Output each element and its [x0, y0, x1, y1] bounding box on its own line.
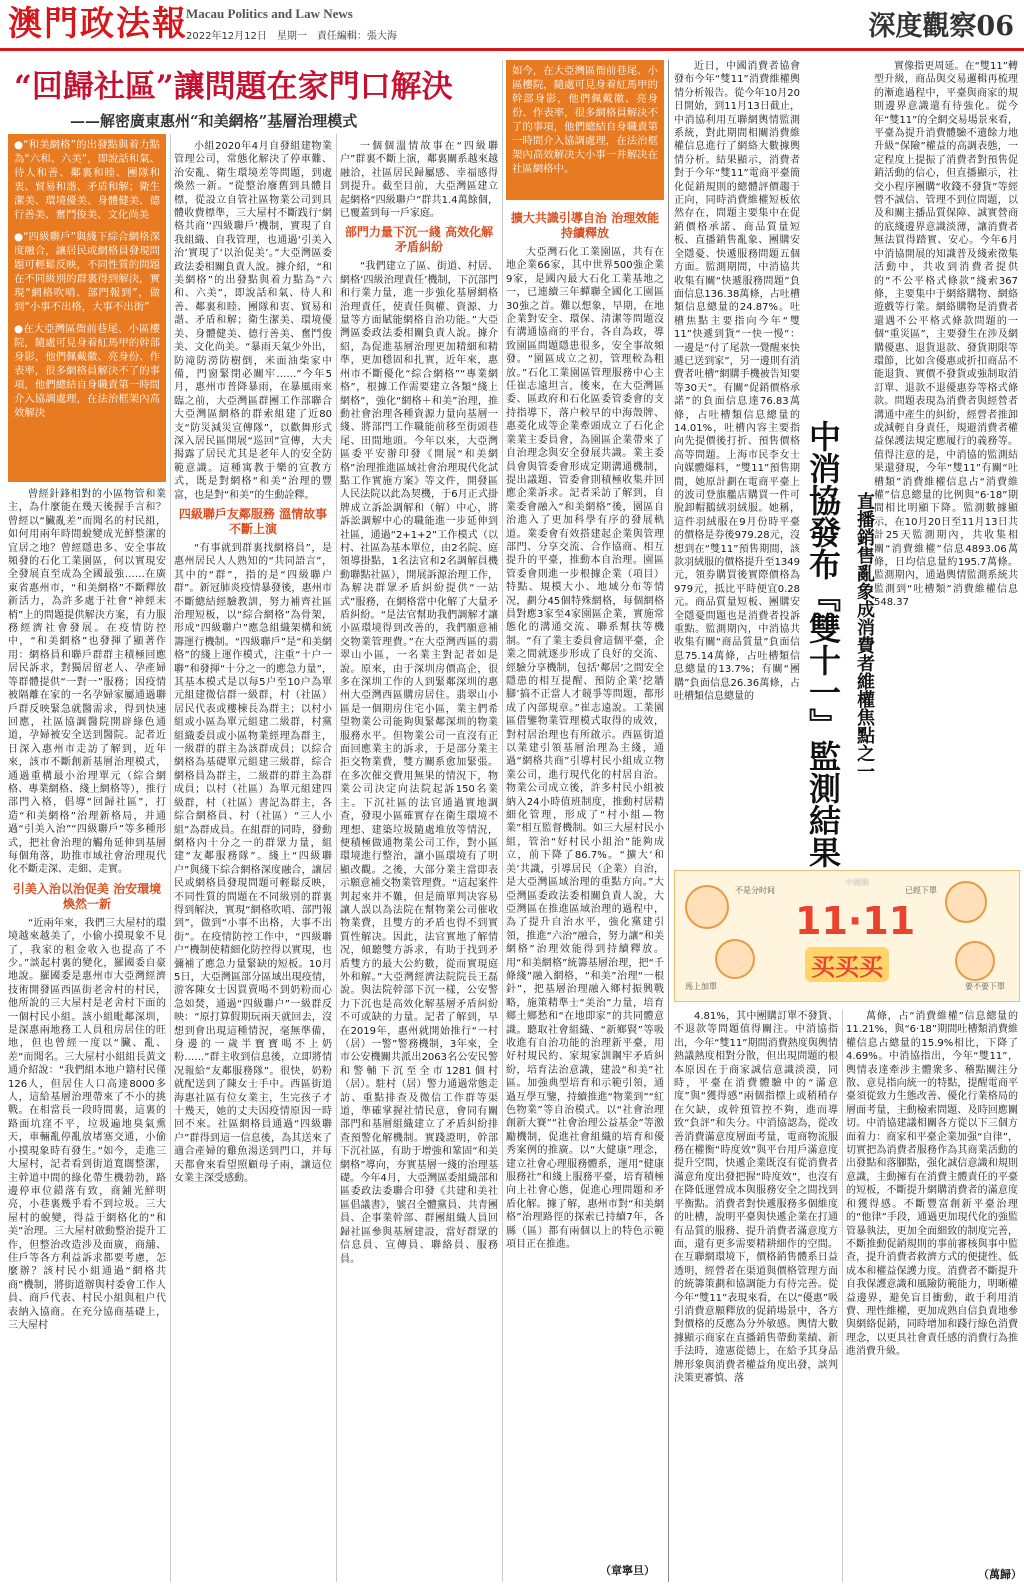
- article2-body-col6a: 實像指更周延。在“雙11”轉型升級，商品與交易邏輯再梳理的漸進過程中，平臺與商家的規則邊界意識還有待強化。從今年“雙11”的全網交易場景來看，平臺為提升消費體驗不遺餘力地升級“保險”權益的高調表態，一定程度上提振了消費者對預售促銷活動的信心，但直播顯示，社交小程序團購“收錢不發貨”等經營不誠信、管理不到位問題，以及和關主播品質保障、誠實營商的底綫邊界意識淡薄，讓消費者無法買得踏實、安心。今年6月中消協開展的知識普及綫索徵集活動中，共收到消費者提供的“不公平格式條款”綫索367條，主要集中于網絡購物、網絡遊戲等行業。網絡購物是消費者還遇不公平格式條款問題的一個“重災區”，主要發生在涉及網購優惠、退貨退款、發貨期限等環節，比如含優惠或折扣商品不能退貨、實價不發貨或強制取消訂單、退款不退優惠券等格式條款。問題表現為消費者與經營者溝通中產生的糾紛，經營者推卸或減輕自身責任，規避消費者權益保護法規定應履行的義務等。值得注意的是，中消協的監測結果還發現，今年“雙11”有關“吐槽類”消費維權信息占“消費維權”信息總量的比例與“6·18”期間相比明顯下降。監測數據顯示，在10月20日至11月13日共計25天監測期內，共收集相關“消費維權”信息4893.06萬條，日均信息量約195.7萬條。監測期內，通過輿情監測系統共監測到“吐槽類”消費維權信息548.37: [874, 61, 1018, 609]
- date-line: 2022年12月12日 星期一 責任編輯：張大海: [186, 31, 397, 42]
- article1-byline: （章寧旦）: [600, 1564, 655, 1577]
- cartoon-girl-2-icon: [715, 939, 755, 979]
- summary-point-2: ●“四級聯戶”與綫下綜合網格深度融合，讓居民或網格員發現問題可輕鬆反映，不同性質的問題在不同級別的群裏得到解決，實現“網格吹哨、部門報到”，做到“小事不出格，大事不出街”: [14, 231, 160, 313]
- masthead-rule: [0, 48, 1024, 51]
- article2-subtitle: 直播銷售亂象成消費者維權焦點之一: [854, 492, 875, 780]
- subhead-c: 部門力量下沉一綫 高效化解矛盾糾紛: [344, 225, 494, 255]
- shopping-festival-illustration: [674, 870, 1020, 1002]
- cartoon-girl-1-icon: [685, 885, 729, 929]
- article2-column-5-bottom: [674, 1010, 838, 1582]
- article1-body-col3b: “我們建立了區、街道、村居、網格‘四級治理責任’機制，下沉部門和行業力量，進一步強化基層網格治理責任，使責任與權、資源、力量等方面賦能網格自治功能。”大亞灣區委政法委相關負責人說。據介紹，為促進基層治理更加精細和精準，更加穩固和扎實，近年來，惠州市不斷優化“綜合網格”“專業網格”，根據工作需要建立各類“綫上網格”，強化“網格＋和美”治理，推動社會治理各種資源力量向基層一綫、將部門工作職能前移至街頭巷尾、田間地頭。今年以來，大亞灣區委平安辦印發《開展“和美網格”治理推進區域社會治理現代化試點工作實施方案》等文件，開發區人民法院以此為契機，于6月正式掛牌成立訴訟調解和（解）中心，將訴訟調解中心的職能進一步延伸到社區，通過“2+1+2”工作模式（以村、社區為基本單位，由2名院、庭領導掛點，1名法官和2名調解員機動聯點社區），開展訴源治理工作，為解决群眾矛盾糾紛提供“一站式”服務，在網格當中化解了大量矛盾糾紛。“是法官幫助我們調解才讓小區環境得到改善的，我們願意補交物業管理費。”在大亞灣西區的翡翠山小區，一名業主對記者如是說。原來，由于深圳房價高企，很多在深圳工作的人到緊鄰深圳的惠州大亞灣西區購房居住。翡翠山小區是一個期房住宅小區，業主們希望物業公司能夠與緊鄰深圳的物業服務水平。但物業公司一直沒有正面回應業主的訴求，于是部分業主拒交物業費，雙方關系愈加緊張。在多次催交費用無果的情況下，物業公司決定向法院起訴150名業主。下沉社區的法官通過實地調查，發現小區確實存在衛生環境不理想、建築垃圾隨處堆放等情況，便積極做通物業公司工作，對小區環境進行整治，讓小區環境有了明顯改觀。之後，大部分業主當即表示願意補交物業管理費。“這起案件判起來并不難，但是簡單判决容易讓人誤以為法院在幫物業公司催收物業費，且雙方的矛盾也得不到實質性解决。因此，法官實地了解情况，傾聽雙方訴求，有助于找到矛盾雙方的最大公約數，從而實現庭外和解。”大亞灣經濟法院院長王磊說。與法院幹部下沉一樣，公安警力下沉也是高效化解基層矛盾糾紛不可或缺的力量。記者了解到，早在2019年，惠州就開始推行“一村（居）一警”警務機制，3年來，全市公安機關共派出2063名公安民警和警輔下沉至全市1281個村（居）。駐村（居）警力通過常態走訪、重點排查及微信工作群等渠道，準確掌握社情民意，會同有關部門和基層組織建立了矛盾糾紛排查預警化解機制。實踐證明，幹部下沉社區，有助于增強和鞏固“和美網格”導向，夯實基層一綫的治理基礎。今年4月，大亞灣區委組織部和區委政法委聯合印發《共建和美社區倡議書》，號召全體黨員、共青團員、企事業幹部、群團組織人員回歸社區參與基層建設，當好群眾的信息員、宣傳員、聯絡員、服務員。: [340, 261, 498, 1265]
- illustration-sub-text: 买买买: [805, 947, 889, 982]
- article1-subheadline: ——解密廣東惠州“和美網格”基層治理模式: [70, 112, 358, 130]
- article2-column-5-top: [674, 60, 800, 860]
- article1-body-col2: 小組2020年4月自發組建物業管理公司，常態化解決了停車難、治安亂、衛生環境差等問題，到處煥然一新。“從整治廢舊到具體目標，從設立自管社區物業公司到具體收費標準，三大屋村不斷践行‘網格共商’‘四級聯戶’機制，實現了自我組織、自我管理，也通過‘引美入治’實現了‘以治促美’。”大亞灣區委政法委相關負責人說。據介紹，“和美網格”的出發點與着力點為“六和、六美”，即說話和氣、待人和善、鄰裏和睦、團隊和衷、貿易和諧、矛盾和解；衛生潔美、環境優美、身體健美、德行善美、奮鬥俊美、文化尚美。“暴雨天氣少外出，防滝防澇防樹倒，米面油柴家中備，門窗緊閉必關牢……”今年5月，惠州市普降暴雨，在暴風雨來臨之前，大亞灣區群團工作部聯合大亞灣區網格的群索組建了近80支“防災減災宣傳隊”，以歡舞形式深入居民區開展“巡回”宣傳，大夫揭露了居民尤其是老年人的安全防範意識。這種寓教于樂的宣教方式，既是對網格“和美”治理的豐富，也是對“和美”的生動詮釋。: [174, 141, 332, 501]
- cartoon-girl-3-icon: [945, 881, 987, 923]
- article1-column-2: [174, 140, 332, 1582]
- article1-column-4: [506, 206, 664, 1552]
- column-divider: [842, 1010, 843, 1582]
- article1-column-1: [8, 488, 166, 1582]
- cartoon-girl-4-icon: [955, 941, 995, 981]
- column-divider: [502, 60, 503, 1582]
- article2-body-col5a: 近日，中國消費者協會發布今年“雙11”消費維權輿情分析報告。從今年10月20日開始，到11月13日截止，中消協利用互聯網輿情監測系統，對此期間相關消費維權信息進行了網絡大數據輿情分析。結果顯示，消費者對于今年“雙11”電商平臺簡化促銷規則的總體評價趨于正向，同時消費維權短板依然存在，問題主要集中在促銷價格承諾、商品質量短板、直播銷售亂象、團購安全隱憂、快遞服務問題五個方面。監測期間，中消協共收集有關“快遞服務問題”負面信息136.38萬條，占吐槽類信息總量的24.87%。吐槽焦點主要指向今年“雙11”快遞到貨“一快一慢”：一邊是“付了尾款一覺醒來快遞已送到家”，另一邊則有消費者吐槽“網購手機被告知要等30天”。有關“促銷價格承諾”的負面信息達76.83萬條，占吐槽類信息總量的14.01%，吐槽內容主要指向先提價後打折、預售價格高等問題。上海市民李女士向媒體爆料，“雙11”預售期間，她原計劃在電商平臺上的波司登旗艦店購買一件可脫卸帽鵝絨羽絨服。她稱，這件羽絨服在9月份時平臺的價格是券後979.28元，沒想到在“雙11”預售期間，該款羽絨服的價格提升至1349元，領券購買後實際價格為979元，抵比平時便宜0.28元。商品質量短板、團購安全隱憂問題也是消費者投訴重點。監測期內，中消協共收集有關“商品質量”負面信息75.14萬條，占吐槽類信息總量的13.7%；有關“團購”負面信息26.36萬條，占吐槽類信息總量的: [674, 61, 800, 703]
- column-divider: [170, 134, 171, 1582]
- article1-body-col2b: “有事就到群裏找網格員”，是惠州居民人人熟知的“共同語言”，其中的“群”，指的是“四級聯户群”。新冠肺炎疫情暴發後，惠州市不斷總結經驗教訓，努力補齊社區治理短板，以“綜合網格”為骨架，形成“四級聯户”應急組織架構和統籌運行機制。“四級聯戶”是“和美網格”的綫上運作模式，注重“十户一聯”和發揮“十分之一的應急力量”，其基本模式是以每5户至10户為單元組建微信群一級群，村（社區）居民代表或樓棟長為群主；以村小組或小區為單元組建二級群，村黨組織委員或小區物業經理為群主，一級群的群主為該群成員；以綜合網格為基礎單元組建三級群，綜合網格員為群主，二級群的群主為群成員；以村（社區）為單元組建四級群，村（社區）書記為群主，各綜合網格員、村（社區）“三人小組”為群成員。在組群的同時，發動網格內十分之一的群眾力量，組建“友鄰服務隊”。綫上“四級聯户”與綫下綜合網格深度融合，讓居民或網格員發現問題可輕鬆反映，不同性質的問題在不同級別的群裏得到解決，實現“網格吹哨、部門報到”，做到“小事不出格，大事不出街”。在疫情防控工作中，“四級聯户”機制使精細化防控得以實現，也彌補了應急力量緊缺的短板。10月5日，大亞灣區部分區域出現疫情，游客陳女士因買賣喝不到奶粉而心急如焚，通過“四級聯户”一級群反映：“原打算假期玩兩天就回去，沒想到會出現這種情況，毫無準備，身邊的一歲半寶寶喝不上奶粉……”群主收到信息後，立即將情况報給“友鄰服務隊”。很快，奶粉就配送到了陳女士手中。西區街道海惠社區有位女業主，生完孩子才十幾天，她的丈夫因疫情原因一時回不來。社區網格員通過“四級聯户”群得到這一信息後，為其送來了適合產婦的雞魚湯送到門口，并每天都會來看望照顧母子兩，讓這位女業主深受感動。: [174, 542, 332, 1185]
- article1-body-col1b: “近兩年來，我們三大屋村的環境越來越美了，小偷小摸現象不見了，我家的租金收入也提高了不少。”談起村裏的變化，羅國委自豪地說。羅國委是惠州市大亞灣經濟技術開發區西區街老舍村的村民，他所說的三大屋村是老舍村下面的一個村民小組。該小組毗鄰深圳，是深惠兩地務工人員租房居住的旺地，但也曾經一度以“臟、亂、差”而聞名。三大屋村小組組長黃文通介紹說：“我們組本地户籍村民僅126人，但居住人口高達8000多人，這給基層治理帶來了不小的挑戰。在相當長一段時間裏，這裏的路面坑窪不平，垃圾遍地臭氣熏天，車輛亂停亂放堵塞交通，小偷小摸現象時有發生。”如今，走進三大屋村，記者看到街道寬闊整潔，主幹道中間的綠化帶生機勃勃，路邊停車位錯落有致，商鋪光鮮明亮，小巷裏幾乎看不到垃圾。三大屋村的蛻變，得益于網格化的“和美”治理。三大屋村啟動整治提升工作，但整治改造涉及面廣，商舖、住戶等各方利益訴求都要考慮，怎麼辦？該村民小組通過“網格共商”機制，將街道辦與村委會工作人員、商戶代表、村民小組與租户代表納入協商。在充分協商基礎上，三大屋村: [8, 917, 166, 1331]
- highlight-box: [506, 60, 664, 200]
- highlight-text: 如今，在大亞灣區衙前巷尾、小區樓院，隨處可見身着紅馬甲的幹部身影，他們佩戴徽、亮身份、作表率，很多網格員解決不了的事項，他們總結自身職責第一時間介入協調處理，在法治框架內高效解决大小事一并解决在社區網格中。: [512, 65, 658, 175]
- article2-title: 中消協發布『雙十一』監測結果: [804, 420, 842, 868]
- summary-point-3: ●在大亞灣區衙前巷尾、小區樓院，隨處可見身着紅馬甲的幹部身影，他們佩戴徽、亮身份、作表率，很多網格員解決不了的事項，他們總結自身職責第一時間介入協調處理，在法治框架內高效解決: [14, 323, 160, 419]
- article1-body-col3a: 一個個溫情故事在“四級聯户”群裏不斷上演，鄰裏關系越來越融洽，社區居民歸屬感、幸福感得到提升。截至目前，大亞灣區建立起網格“四級聯户”群共1.4萬餘個，已覆蓋到每一戶家庭。: [340, 141, 498, 220]
- column-divider: [336, 134, 337, 1582]
- illustration-caption-4: 要不要下單: [965, 982, 1005, 991]
- article2-byline: （萬歸）: [978, 1568, 1022, 1581]
- newspaper-english-name: Macau Politics and Law News: [186, 6, 353, 21]
- subhead-a: 引美入治以治促美 治安環境煥然一新: [12, 881, 162, 911]
- illustration-caption-3: 馬上加單: [685, 982, 717, 991]
- article2-body-col6b: 萬條，占“消費維權”信息總量的11.21%，與“6·18”期間吐槽類消費維權信息占總量的15.9%相比，下降了4.69%。中消協指出，今年“雙11”，輿情表達牽涉主體衆多、稽點關注分散、意見指向統一的特點，提醒電商平臺須從致力生態改善、優化行業格局的層面考量，主動檢索問題、及時回應關切。中消協建議相關各方從以下三個方面着力：商家和平臺企業加强“自律”，切實把為消費者服務作為其商業活動的出發點和落腳點，强化誠信意識和規則意識，主動擁有在消費主體責任的平臺的短板，不斷提升網購消費者的滿意度和獲得感。不斷豐富創新平臺治理的“他律”手段，通過更加現代化的強監管暴執法，更加全面細致的制度完善，不斷推動促銷規則的事前審核與事中監查，提升消費者救濟方式的便捷性、低成本和權益保護力度。消費者不斷提升自我保護意識和風險防範能力，明晰權益邊界，避免盲目衝動，敢于利用消費、理性維權，更加成熟自信負責地參與網絡促銷，同時增加和踐行綠色消費理念，以更具社會責任感的消費行為推進消費升級。: [846, 1011, 1018, 1358]
- newspaper-logo: 澳門政法報: [8, 4, 188, 44]
- illustration-caption-2: 已經下單: [905, 886, 937, 895]
- article1-body-col1: 曾經針鋒相對的小區物管和業主，為什麼能在幾天後握手言和？曾經以“臟亂差”而聞名的村民組，如何用兩年時間蛻變成光鮮整潔的宜居之地？曾經隱患多、安全事故頻發的石化工業園區，何以實現安全發展直至成為全國最強……在廣東省惠州市，“和美網格”不斷釋放新活力，為許多處于社會“神經末梢”上的問題提供解決方案，有力服務經濟社會發展。在疫情防控中，“和美網格”也發揮了顯著作用：網格員和聯戶群群主積極回應居民訴求，對獨居留老人、孕產婦等群體提供“一對一”服務；因疫情被隔離在家的一名孕婦家屬通過聯戶群反映緊急就醫需求，得到快速回應，社區協調醫院開辟綠色通道，孕婦被安全送到醫院。記者近日深入惠州市走訪了解到，近年來，該市不斷創新基層治理模式，通過重構最小治理單元（綜合網格、專業網格、綫上網格等），推行部門入格，倡導“回歸社區”，打造“和美網格”治理新格局，并通過“引美入治”“四級聯戶”等多種形式，把社會治理的觸角延伸到基層每個角落，助推市域社會治理現代化不斷走深、走細、走實。: [8, 489, 166, 876]
- section-title: 深度觀察06: [868, 11, 1014, 42]
- article2-column-6-top: [874, 60, 1018, 860]
- subhead-b: 四級聯戶友鄰服務 溫情故事不斷上演: [178, 506, 328, 536]
- subhead-d: 擴大共識引導自治 治理效能持續釋放: [510, 211, 660, 240]
- illustration-main-text: 11·11: [795, 899, 916, 943]
- illustration-caption-1: 不是分时间: [735, 886, 775, 895]
- summary-box: [8, 134, 166, 482]
- summary-point-1: ●“和美網格”的出發點與着力點為“六和、六美”，即說話和氣、待人和善、鄰裏和睦、團隊和衷、貿易和諧、矛盾和解；衛生潔美、環境優美、身體健美、德行善美、奮鬥俊美、文化尚美: [14, 139, 160, 221]
- article2-body-col5b: 4.81%，其中團購訂單不發貨、不退款等問題值得關注。中消協指出，今年“雙11”期間消費熱度與輿情熱議熱度相對分散，但出現問題的根本原因在于商家誠信意識淡漠，同時，平臺在消費體驗中的“滿意度”與“獲得感”兩個指標上或稍稍存在欠缺，或幹預管控不夠，進而導致“負評”和失分。中消協認為，從改善消費滿意度層面考量，電商物流服務在權衡“時度效”與平台用戶滿意度提升空間，快遞企業既沒有從消費者滿意角度出發把握“時度效”，也沒有在降低運營成本與服務安全之間找到平衡點。消費者對快遞服務多個維度的吐槽，說明平臺與快遞企業在打通有品質的服務、提升消費者滿意度方面，還有更多需要精耕細作的空間。在互聯網環境下，價格銷售體系日益透明，經營者在渠道與價格管理方面的統籌策劃和協調能力有待完善。從今年“雙11”表現來看，在以“優惠”吸引消費意願釋放的促銷場景中，各方對價格的反應為分外敏感。輿情大數據顯示商家在直播銷售帶動業績、新手法時，違憲從德上，在給予其身品牌形象與消費者權益角度出發，談判決策更審慎、落: [674, 1011, 838, 1384]
- article1-column-3: [340, 140, 498, 1582]
- article1-body-col4: 大亞灣石化工業園區，共有在地企業66家，其中世界500強企業9家，是國內最大石化工業基地之一，已連續三年蟬聯全國化工園區30強之首。難以想象，早期，在地企業對安全、環保、清潔等問題沒有溝通協商的平台，各自為政，導致園區問題隱患很多，安全事故頻發。“園區成立之初，管理較為粗放。”石化工業園區管理服務中心主任崔志遠坦言，後來，在大亞灣區委、區政府和石化區委管委會的支持指導下，落户較早的中海殼牌、惠菱化成等企業牽頭成立了石化企業業主委員會，為園區企業帶來了自治理念與安全發展共識。業主委員會與管委會形成定期溝通機制，提出議題、管委會則積極收集并回應企業訴求。記者采訪了解到，自業委會融入“和美網格”後，園區自治進入了更加科學有序的發展軌道。業委會有效搭建起企業與管理部門、分享交流、合作協商、相互提升的平臺，推動本自治理。園區管委會則進一步根據企業（項目）特點、規模大小、地域分布等情况，劃分45個特殊網格，每個網格員對應3家至4家園區企業，實施常態化的溝通交流、聯系幫扶等機制。“有了業主委員會這個平臺，企業之間就逐步形成了良好的交流、經驗分享機制，包括‘鄰居’之間安全隱患的相互提醒、預防企業‘挖牆腳’搞不正當人才競爭等問題，都形成了內部規章。”崔志遠說。工業園區借鑒物業管理模式取得的成效，對村居治理也有所啟示。西區街道以業建引領基層治理為主綫，通過“網格共商”引導村民小組成立物業公司，進行現代化的村居自治。物業公司成立後，許多村民小組被納入24小時值班制度，推動村居精細化管理，形成了“村小組—物業”相互監督機制。如三大屋村民小組，管治“好村民小組治”能夠成立，前下降了86.7%。“擴大‘和美’共識，引導居民（企業）自治，是大亞灣區域治理的重點方向。”大亞灣區委政法委相關負責人說，大亞灣區在推進區域治理的過程中，為了提升自治水平，強化黨建引領，推進“六治”融合，努力讓“和美網格”治理效能得到持續釋放。用“和美網格”統籌基層治理，把“千條綫”融入網格，“和美”治理“一根針”，把基層治理融入鄉村振興戰略，施策精準士“美治”力量，培育鄉土鄉愁和“在地即家”的共同體意識。聽取社會組織、“新鄉賢”等吸收進有自治功能的治理新平臺，用好村規民約、家規家訓鋼牢矛盾糾紛，培育法治意識，建設“和美”社區。加強典型培育和示範引領，通過互學互鑒，持續推進“物業到”“紅色物業”等自治模式。以“社會治理創新大賽”“社會治理公益基金”等激勵機制，促進社會組織的培育和優秀案例的推廣。以“大健康”理念，建立社會心理服務體系，運用“健康服務社”和綫上服務平臺，培育積極向上社會心態，促進心理問題和矛盾化解。據了解，惠州市對“和美網格”治理路徑的探索已持續7年，各縣（區）都有兩個以上的特色示範項目正在推進。: [506, 247, 664, 1251]
- article-divider: [668, 60, 669, 1582]
- article1-headline: “回歸社區”讓問題在家門口解決: [14, 69, 453, 105]
- article2-column-6-bottom: [846, 1010, 1018, 1566]
- illustration-watermark: 中國網: [845, 878, 869, 887]
